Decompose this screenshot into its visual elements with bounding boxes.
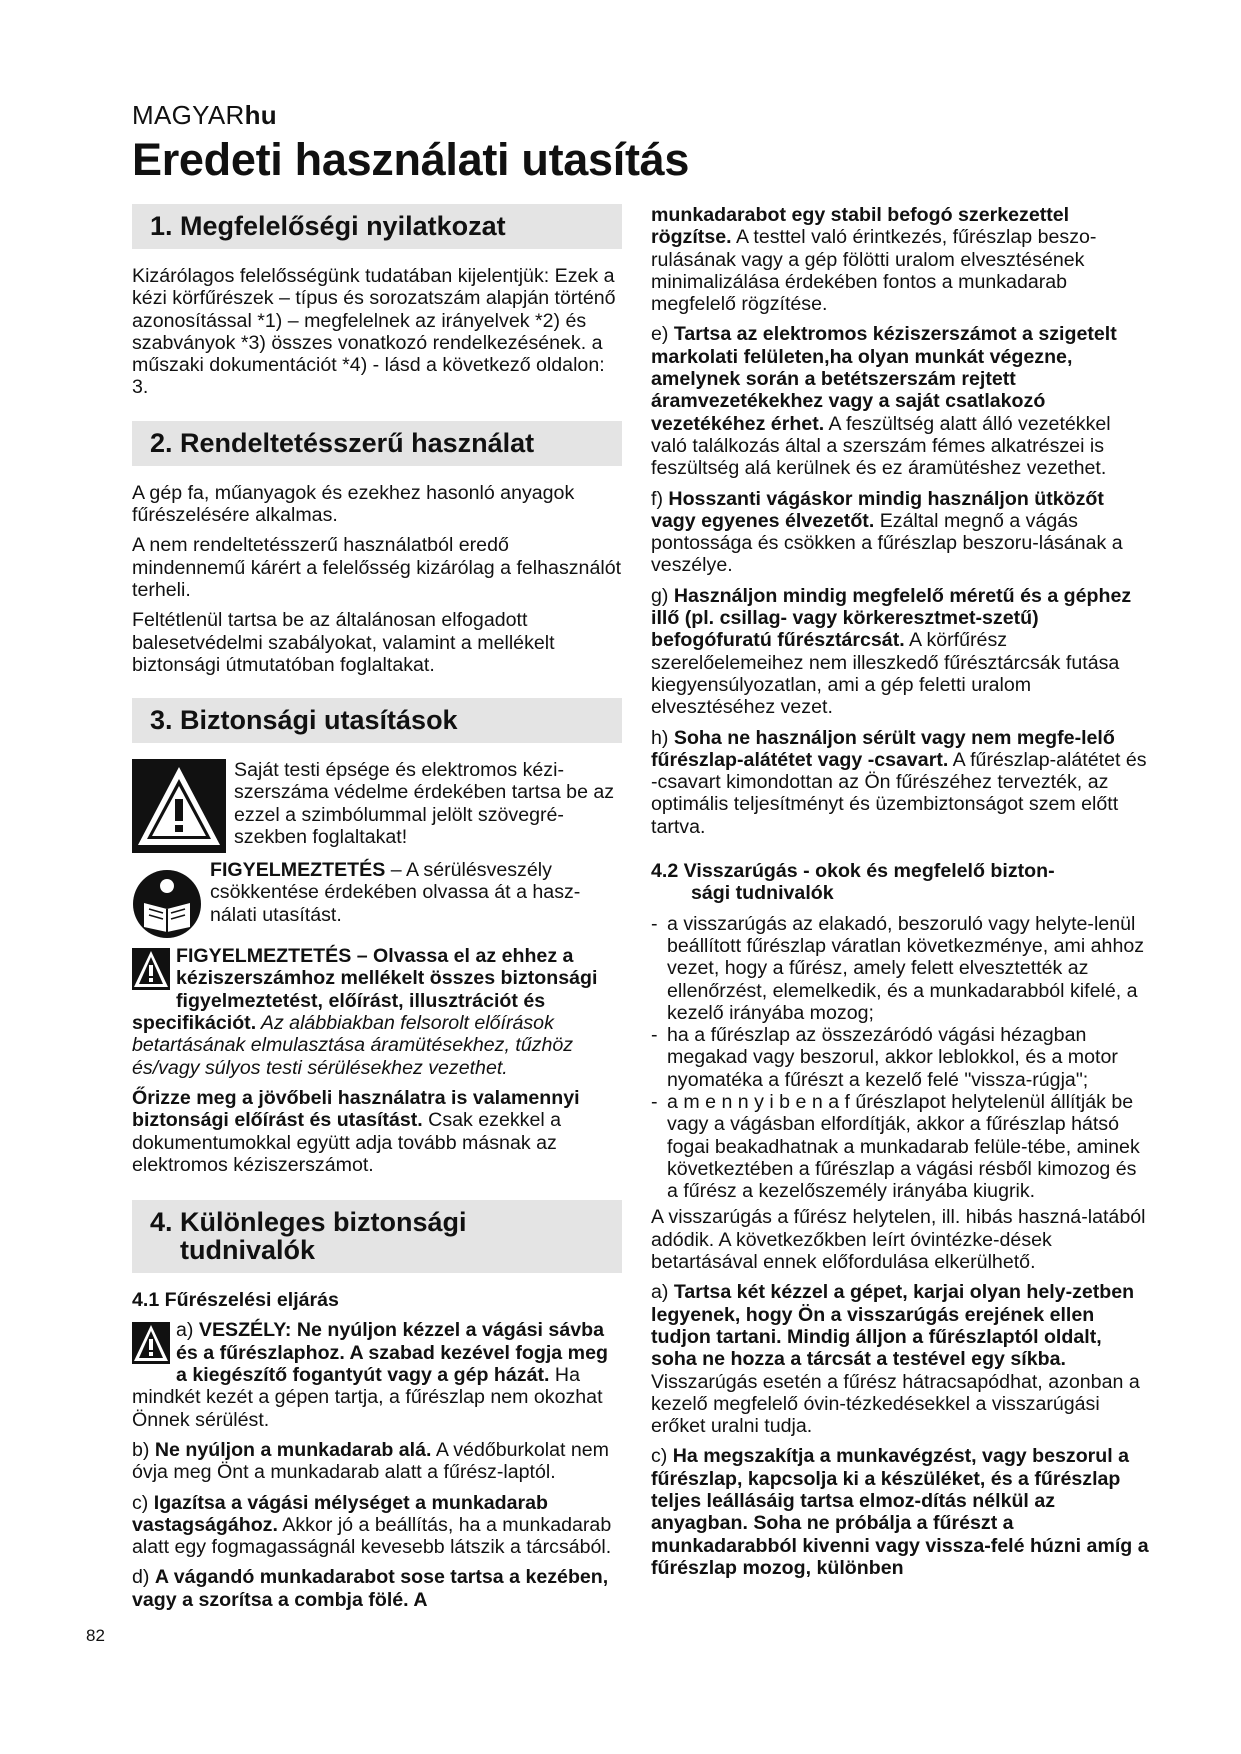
item-bold: Tartsa az elektromos kéziszerszámot a szigetelt markolati felületen,ha olyan munkát végezne, amelynek során a betétszerszám rejtett áramvezetékekhez vagy a saját csatlakozó vezetékéhez érhet. [651, 323, 1117, 435]
section-2-paragraph-1: A gép fa, műanyagok és ezekhez hasonló anyagok fűrészelésére alkalmas. [132, 481, 575, 527]
subsection-4-2-heading-line1: 4.2 Visszarúgás - okok és megfelelő bizton- [651, 860, 1055, 883]
item-4-1-e [651, 323, 1151, 479]
right-column [651, 204, 1151, 1587]
read-manual-warning [210, 859, 622, 926]
item-bold: VESZÉLY: Ne nyúljon kézzel a vágási sávba és a fűrészlaphoz. A szabad kezével fogja meg a kiegészítő fogantyút vagy a gép házát. [176, 1319, 608, 1387]
item-letter: c) [651, 1445, 673, 1468]
item-4-1-d-continued [651, 204, 1151, 315]
general-warning-italic: Az alábbiakban felsorolt előírások betartásának elmulasztása áramütésekhez, tűzhöz és/vagy súlyos testi sérülésekhez vezethet. [132, 1012, 574, 1079]
item-4-1-c [132, 1492, 622, 1559]
keep-instructions-text: Csak ezekkel a dokumentumokkal együtt adja tovább másnak az elektromos kéziszerszámot. [132, 1109, 562, 1176]
item-bold: Ne nyúljon a munkadarab alá. [154, 1438, 432, 1461]
item-text: Ha mindkét kezét a gépen tartja, a fűrészlap nem okozhat Önnek sérülést. [132, 1364, 603, 1431]
warning-triangle-small-icon [132, 948, 170, 990]
list-item: - a m e n n y i b e n a f űrészlapot helytelenül állítják be vagy a vágásban elfordítják, akkor a fűrészlap hátsó fogai beakadhatnak a munkadarab felüle-tébe, aminek következtében a fűrészlap a vágási résből kimozog és a fűrész a kezelőszemély irányába kiugrik. [651, 1091, 1151, 1202]
item-4-1-b [132, 1439, 622, 1484]
item-letter: a) [651, 1281, 674, 1304]
subsection-4-2-heading-line2: sági tudnivalók [691, 882, 834, 905]
danger-triangle-small-icon [132, 1322, 170, 1364]
warning-triangle-icon [132, 759, 226, 853]
section-1-heading: 1. Megfelelőségi nyilatkozat [132, 204, 622, 249]
item-bold: Hosszanti vágáskor mindig használjon ütközőt vagy egyenes élvezetőt. [651, 487, 1104, 532]
item-text: A feszültség alatt álló vezetékkel való találkozás által a szerszám fémes alkatrészei is feszültség alá kerülnek és ez áramütéshez vezethet. [651, 412, 1111, 480]
section-1-paragraph: Kizárólagos felelősségünk tudatában kijelentjük: Ezek a kézi körfűrészek – típus és sorozatszám alapján történő azonosítással *1) – megfelelnek az irányelvek *2) és szabványok *3) összes vonatkozó rendelkezésének. a műszaki dokumentációt *4) - lásd a következő oldalon: 3. [132, 265, 616, 399]
keep-instructions [132, 1087, 622, 1176]
warning-text: – A sérülésveszély csökkentése érdekében olvassa át a hasz-nálati utasítást. [210, 859, 581, 926]
symbol-explanation: Saját testi épsége és elektromos kézi-szerszáma védelme érdekében tartsa be az ezzel a szimbólummal jelölt szövegré-szekben foglaltakat! [234, 759, 615, 849]
language-code: hu [244, 100, 277, 130]
item-text: Akkor jó a beállítás, ha a munkadarab alatt egy fogmagasságnál kevesebb látszik a tárcsából. [132, 1513, 612, 1559]
item-letter: b) [132, 1438, 155, 1461]
list-item: - a visszarúgás az elakadó, beszoruló vagy helyte-lenül beállított fűrészlap váratlan következménye, ami ahhoz vezet, hogy a fűrész, amely felett elvesztették az ellenőrzést, elemelkedik, és a munkadarabból kifelé, a kezelő irányába mozog; [651, 913, 1151, 1024]
general-warning [132, 945, 622, 1079]
item-letter: h) [651, 726, 674, 749]
general-warning-bold: FIGYELMEZTETÉS – Olvassa el az ehhez a kéziszerszámhoz mellékelt összes biztonsági figyelmeztetést, előírást, illusztrációt és specifikációt. [132, 945, 598, 1035]
item-text: A testtel való érintkezés, fűrészlap beszo-rulásának vagy a gép fölötti uralom elvesztésének minimalizálása érdekében fontos a munkadarab megfelelő rögzítése. [651, 226, 1097, 316]
language-label [132, 100, 277, 131]
section-2-paragraph-2: A nem rendeltetésszerű használatból eredő mindennemű kárért a felelősség kizárólag a felhasználót terheli. [132, 534, 622, 601]
subsection-4-1-heading: 4.1 Fűrészelési eljárás [132, 1289, 339, 1312]
kickback-paragraph: A visszarúgás a fűrész helytelen, ill. hibás haszná-latából adódik. A következőkben leírt óvintézke-dések betartásával ennek előfordulása elkerülhető. [651, 1206, 1146, 1274]
read-manual-row [132, 859, 622, 939]
item-text: A védőburkolat nem óvja meg Önt a munkadarab alatt a fűrész-laptól. [132, 1438, 610, 1484]
item-4-1-a [132, 1319, 622, 1430]
item-bold: Igazítsa a vágási mélységet a munkadarab vastagságához. [132, 1491, 549, 1536]
item-text: Ezáltal megnő a vágás pontossága és csökken a fűrészlap beszoru-lásának a veszélye. [651, 509, 1123, 577]
item-bold: Tartsa két kézzel a gépet, karjai olyan hely-zetben legyenek, hogy Ön a visszarúgás erejének ellen tudjon tartani. Mindig álljon a fűrészlaptól oldalt, soha ne hozza a tárcsát a testével egy síkba. [651, 1281, 1135, 1371]
item-letter: g) [651, 584, 674, 607]
read-manual-icon [132, 869, 202, 939]
section-4-heading-line2: tudnivalók [180, 1235, 316, 1266]
item-4-2-a [651, 1281, 1151, 1437]
section-4-heading-line1: 4. Különleges biztonsági [150, 1207, 467, 1238]
item-4-1-g [651, 585, 1151, 719]
keep-instructions-bold: Őrizze meg a jövőbeli használatra is valamennyi biztonsági előírást és utasítást. [132, 1086, 580, 1132]
section-2-paragraph-3: Feltétlenül tartsa be az általánosan elfogadott balesetvédelmi szabályokat, valamint a mellékelt biztonsági útmutatóban foglaltakat. [132, 609, 555, 676]
page-number: 82 [86, 1626, 105, 1645]
subsection-4-2-heading [651, 860, 1151, 905]
item-letter: f) [651, 487, 669, 510]
item-text: A fűrészlap-alátétet és -csavart kimondottan az Ön fűrészéhez tervezték, az optimális teljesítményt és üzembiztonságot szem előtt tartva. [651, 748, 1147, 838]
left-column [132, 204, 622, 1619]
section-3-heading: 3. Biztonsági utasítások [132, 698, 622, 743]
item-bold: A vágandó munkadarabot sose tartsa a kezében, vagy a szorítsa a combja fölé. A [132, 1566, 609, 1611]
page-title: Eredeti használati utasítás [132, 134, 690, 185]
item-4-1-h [651, 727, 1151, 838]
item-letter: c) [132, 1491, 154, 1514]
item-bold: munkadarabot egy stabil befogó szerkezettel rögzítse. [651, 204, 1070, 249]
item-bold: Ha megszakítja a munkavégzést, vagy beszorul a fűrészlap, kapcsolja ki a készüléket, és a fűrészlap teljes leállásáig tartsa elmoz-dítás nélkül az anyagban. Soha ne próbálja a fűrészt a munkadarabból kivenni vagy vissza-felé húzni amíg a fűrészlap mozog, különben [651, 1445, 1149, 1579]
section-2-heading: 2. Rendeltetésszerű használat [132, 421, 622, 466]
kickback-causes-list [651, 913, 1151, 1203]
warning-symbol-row [132, 759, 622, 853]
item-text: Visszarúgás esetén a fűrész hátracsapódhat, azonban a kezelő megfelelő óvin-tézkedésekkel a visszarúgási erőket uralni tudja. [651, 1370, 1140, 1438]
item-bold: Soha ne használjon sérült vagy nem megfe-lelő fűrészlap-alátétet vagy -csavart. [651, 726, 1115, 771]
item-4-1-d [132, 1566, 622, 1611]
item-letter: a) [176, 1319, 199, 1342]
section-4-heading [132, 1200, 622, 1273]
list-item: - ha a fűrészlap az összezáródó vágási hézagban megakad vagy beszorul, akkor leblokkol, és a motor nyomatéka a fűrészt a kezelő felé "vissza-rúgja"; [651, 1024, 1151, 1091]
item-letter: e) [651, 323, 674, 346]
item-bold: Használjon mindig megfelelő méretű és a géphez illő (pl. csillag- vagy körkeresztmet-szetű) befogófuratú fűrésztárcsát. [651, 584, 1132, 652]
item-letter: d) [132, 1566, 155, 1589]
language-name: MAGYAR [132, 100, 245, 130]
warning-label: FIGYELMEZTETÉS [210, 859, 386, 882]
item-4-1-f [651, 488, 1151, 577]
item-text: A körfűrész szerelőelemeihez nem illeszkedő fűrésztárcsák futása kiegyensúlyozatlan, ami a gép feletti uralom elvesztéséhez vezet. [651, 629, 1120, 719]
item-4-2-c [651, 1445, 1151, 1579]
